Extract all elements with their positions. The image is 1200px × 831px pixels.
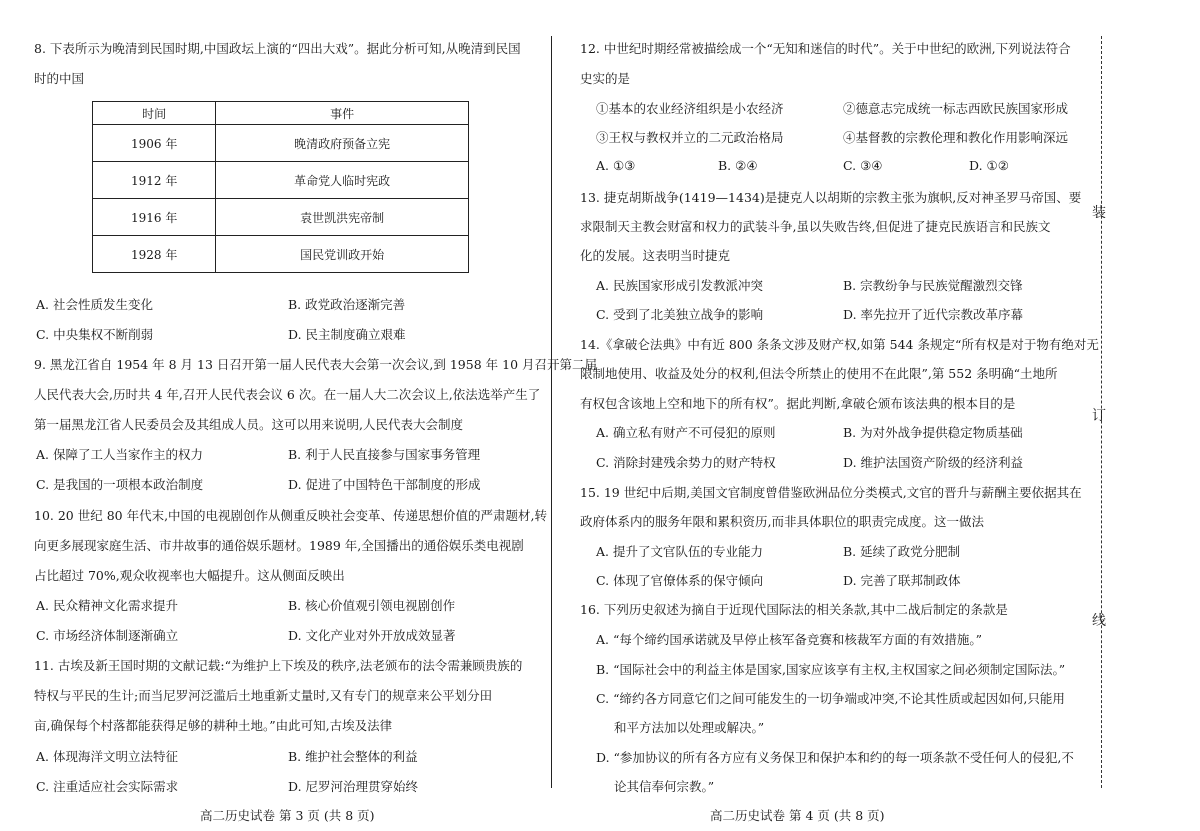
q12-statement-2: ②德意志完成统一标志西欧民族国家形成 (843, 101, 1069, 116)
q11-option-a[interactable]: A. 体现海洋文明立法特征 (36, 749, 178, 764)
q8-option-c[interactable]: C. 中央集权不断削弱 (36, 327, 154, 342)
q15-option-d[interactable]: D. 完善了联邦制政体 (843, 573, 961, 588)
q14-option-d[interactable]: D. 维护法国资产阶级的经济利益 (843, 455, 1024, 470)
q15-option-b[interactable]: B. 延续了政党分肥制 (843, 544, 961, 559)
table-header-time: 时间 (93, 102, 216, 125)
q13-option-d[interactable]: D. 率先拉开了近代宗教改革序幕 (843, 307, 1024, 322)
table-row (93, 125, 469, 162)
binding-char-ding: 订 (1092, 408, 1106, 424)
q11-option-b[interactable]: B. 维护社会整体的利益 (288, 749, 418, 764)
q12-statement-3: ③王权与教权并立的二元政治格局 (596, 130, 784, 145)
binding-char-xian: 线 (1092, 613, 1106, 629)
q12-option-a[interactable]: A. ①③ (596, 158, 636, 173)
left-page-footer: 高二历史试卷 第 3 页 (共 8 页) (200, 808, 375, 823)
q15-stem-line-1: 15. 19 世纪中后期,美国文官制度曾借鉴欧洲品位分类模式,文官的晋升与薪酬主要依据其在 (580, 485, 1082, 500)
column-divider (551, 36, 552, 788)
q15-option-c[interactable]: C. 体现了官僚体系的保守倾向 (596, 573, 764, 588)
table-row (93, 199, 469, 236)
q12-statement-1: ①基本的农业经济组织是小农经济 (596, 101, 784, 116)
q12-stem-line-1: 12. 中世纪时期经常被描绘成一个“无知和迷信的时代”。关于中世纪的欧洲,下列说法符合 (580, 41, 1071, 56)
table-cell-time: 1928 年 (93, 236, 216, 273)
q16-stem: 16. 下列历史叙述为摘自于近现代国际法的相关条款,其中二战后制定的条款是 (580, 602, 1008, 617)
q15-option-a[interactable]: A. 提升了文官队伍的专业能力 (596, 544, 763, 559)
binding-char-zhuang: 装 (1092, 205, 1106, 221)
q8-option-d[interactable]: D. 民主制度确立艰难 (288, 327, 406, 342)
q12-option-b[interactable]: B. ②④ (718, 158, 758, 173)
table-cell-event: 晚清政府预备立宪 (216, 125, 469, 162)
q9-stem-line-3: 第一届黑龙江省人民委员会及其组成人员。这可以用来说明,人民代表大会制度 (34, 417, 463, 432)
right-page-footer: 高二历史试卷 第 4 页 (共 8 页) (710, 808, 885, 823)
q13-stem-line-1: 13. 捷克胡斯战争(1419—1434)是捷克人以胡斯的宗教主张为旗帜,反对神圣罗马帝国、要 (580, 190, 1082, 205)
q15-stem-line-2: 政府体系内的服务年限和累积资历,而非具体职位的职责完成度。这一做法 (580, 514, 984, 529)
table-header-row (93, 102, 469, 125)
q14-stem-line-1: 14.《拿破仑法典》中有近 800 条条文涉及财产权,如第 544 条规定“所有权是对于物有绝对无 (580, 337, 1099, 352)
q12-statement-4: ④基督教的宗教伦理和教化作用影响深远 (843, 130, 1069, 145)
q14-option-b[interactable]: B. 为对外战争提供稳定物质基础 (843, 425, 1023, 440)
q16-option-a[interactable]: A. “每个缔约国承诺就及早停止核军备竞赛和核裁军方面的有效措施。” (596, 632, 983, 647)
q10-stem-line-1: 10. 20 世纪 80 年代末,中国的电视剧创作从侧重反映社会变革、传递思想价值的严肃题材,转 (34, 508, 548, 523)
q9-option-c[interactable]: C. 是我国的一项根本政治制度 (36, 477, 204, 492)
q16-option-d-line-1[interactable]: D. “参加协议的所有各方应有义务保卫和保护本和约的每一项条款不受任何人的侵犯,不 (596, 750, 1074, 765)
q16-option-c-line-1[interactable]: C. “缔约各方同意它们之间可能发生的一切争端或冲突,不论其性质或起因如何,只能用 (596, 691, 1065, 706)
q14-option-c[interactable]: C. 消除封建残余势力的财产特权 (596, 455, 776, 470)
q10-option-d[interactable]: D. 文化产业对外开放成效显著 (288, 628, 456, 643)
q16-option-c-line-2[interactable]: 和平方法加以处理或解决。” (614, 720, 765, 735)
q9-stem-line-1: 9. 黑龙江省自 1954 年 8 月 13 日召开第一届人民代表大会第一次会议,到 1958 年 10 月召开第二届 (34, 357, 597, 372)
q9-option-d[interactable]: D. 促进了中国特色干部制度的形成 (288, 477, 481, 492)
q10-stem-line-3: 占比超过 70%,观众收视率也大幅提升。这从侧面反映出 (34, 568, 345, 583)
q16-option-b[interactable]: B. “国际社会中的利益主体是国家,国家应该享有主权,主权国家之间必须制定国际法。” (596, 662, 1066, 677)
table-row (93, 236, 469, 273)
q11-option-d[interactable]: D. 尼罗河治理贯穿始终 (288, 779, 419, 794)
q9-stem-line-2: 人民代表大会,历时共 4 年,召开人民代表会议 6 次。在一届人大二次会议上,依法选举产生了 (34, 387, 541, 402)
table-cell-time: 1916 年 (93, 199, 216, 236)
q8-stem-line-1: 8. 下表所示为晚清到民国时期,中国政坛上演的“四出大戏”。据此分析可知,从晚清到民国 (34, 41, 521, 56)
table-cell-time: 1906 年 (93, 125, 216, 162)
q11-stem-line-3: 亩,确保每个村落都能获得足够的耕种土地。”由此可知,古埃及法律 (34, 718, 393, 733)
q14-option-a[interactable]: A. 确立私有财产不可侵犯的原则 (596, 425, 776, 440)
q9-option-b[interactable]: B. 利于人民直接参与国家事务管理 (288, 447, 481, 462)
table-cell-event: 国民党训政开始 (216, 236, 469, 273)
q13-stem-line-2: 求限制天主教会财富和权力的武装斗争,虽以失败告终,但促进了捷克民族语言和民族文 (580, 219, 1051, 234)
table-cell-time: 1912 年 (93, 162, 216, 199)
q12-option-d[interactable]: D. ①② (969, 158, 1009, 173)
q13-option-a[interactable]: A. 民族国家形成引发教派冲突 (596, 278, 763, 293)
q16-option-d-line-2[interactable]: 论其信奉何宗教。” (614, 779, 715, 794)
q8-option-a[interactable]: A. 社会性质发生变化 (36, 297, 153, 312)
table-cell-event: 革命党人临时宪政 (216, 162, 469, 199)
q13-option-c[interactable]: C. 受到了北美独立战争的影响 (596, 307, 764, 322)
q12-option-c[interactable]: C. ③④ (843, 158, 883, 173)
table-header-event: 事件 (216, 102, 469, 125)
q8-option-b[interactable]: B. 政党政治逐渐完善 (288, 297, 406, 312)
q10-option-a[interactable]: A. 民众精神文化需求提升 (36, 598, 178, 613)
q10-stem-line-2: 向更多展现家庭生活、市井故事的通俗娱乐题材。1989 年,全国播出的通俗娱乐类电视剧 (34, 538, 524, 553)
q11-option-c[interactable]: C. 注重适应社会实际需求 (36, 779, 179, 794)
q14-stem-line-3: 有权包含该地上空和地下的所有权”。据此判断,拿破仑颁布该法典的根本目的是 (580, 396, 1016, 411)
table-row (93, 162, 469, 199)
q14-stem-line-2: 限制地使用、收益及处分的权利,但法令所禁止的使用不在此限”,第 552 条明确“土地所 (580, 366, 1058, 381)
q10-option-b[interactable]: B. 核心价值观引领电视剧创作 (288, 598, 456, 613)
q11-stem-line-2: 特权与平民的生计;而当尼罗河泛滥后土地重新丈量时,又有专门的规章来公平划分田 (34, 688, 493, 703)
q11-stem-line-1: 11. 古埃及新王国时期的文献记载:“为维护上下埃及的秩序,法老颁布的法令需兼顾贵族的 (34, 658, 523, 673)
q9-option-a[interactable]: A. 保障了工人当家作主的权力 (36, 447, 203, 462)
table-cell-event: 袁世凯洪宪帝制 (216, 199, 469, 236)
q10-option-c[interactable]: C. 市场经济体制逐渐确立 (36, 628, 179, 643)
q8-events-table (92, 101, 469, 273)
q13-stem-line-3: 化的发展。这表明当时捷克 (580, 248, 731, 263)
q8-stem-line-2: 时的中国 (34, 71, 85, 86)
q13-option-b[interactable]: B. 宗教纷争与民族觉醒激烈交锋 (843, 278, 1023, 293)
q12-stem-line-2: 史实的是 (580, 71, 631, 86)
